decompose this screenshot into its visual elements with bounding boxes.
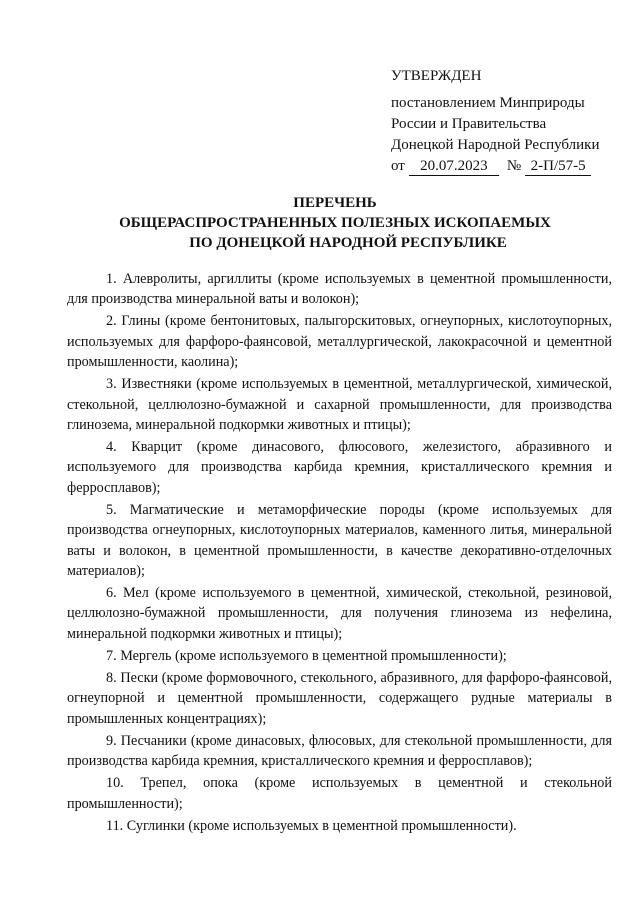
approval-block	[391, 66, 631, 177]
list-item: 4. Кварцит (кроме динасового, флюсового, железистого, абразивного и используемого для производства карбида кремния, кристаллического кремния и ферросплавов);	[67, 439, 612, 496]
approval-heading: УТВЕРЖДЕН	[391, 68, 482, 84]
list-item: 10. Трепел, опока (кроме используемых в цементной и стекольной промышленности);	[67, 775, 612, 812]
list-item: 1. Алевролиты, аргиллиты (кроме используемых в цементной промышленности, для производства минеральной ваты и волокон);	[67, 271, 612, 308]
list-item: 3. Известняки (кроме используемых в цементной, металлургической, химической, стекольной, целлюлозно-бумажной и сахарной промышленности, для производства глинозема, минеральной подкормки животных и птицы);	[67, 376, 612, 434]
number-sign: №	[506, 158, 522, 174]
title-line-1: ПЕРЕЧЕНЬ	[293, 195, 377, 211]
list-item: 2. Глины (кроме бентонитовых, палыгорскитовых, огнеупорных, кислотоупорных, используемых для фарфоро-фаянсовой, металлургической, лакокрасочной и цементной промышленности, каолина);	[67, 313, 612, 371]
approval-date-line	[391, 156, 631, 177]
title-line-2: ОБЩЕРАСПРОСТРАНЕННЫХ ПОЛЕЗНЫХ ИСКОПАЕМЫХ	[119, 215, 551, 231]
approval-line-2: России и Правительства	[391, 116, 547, 132]
list-item: 5. Магматические и метаморфические породы (кроме используемых для производства огнеупорных, кислотоупорных материалов, каменного литья, минеральной ваты и волокон, в цементной промышленности, в качестве декоративно-отделочных материалов);	[67, 501, 612, 580]
list-item: 7. Мергель (кроме используемого в цементной промышленности);	[106, 647, 507, 664]
list-item: 6. Мел (кроме используемого в цементной, химической, стекольной, резиновой, целлюлозно-бумажной промышленности, для получения глинозема из нефелина, минеральной подкормки животных и птицы);	[67, 585, 612, 642]
approval-number: 2-П/57-5	[525, 158, 591, 176]
document-title	[0, 193, 640, 253]
approval-date: 20.07.2023	[409, 158, 499, 176]
list-item: 11. Суглинки (кроме используемых в цементной промышленности).	[106, 817, 517, 834]
date-prefix: от	[391, 158, 405, 174]
approval-line-3: Донецкой Народной Республики	[391, 137, 600, 153]
title-line-3: ПО ДОНЕЦКОЙ НАРОДНОЙ РЕСПУБЛИКЕ	[189, 235, 507, 251]
list-item: 9. Песчаники (кроме динасовых, флюсовых, для стекольной промышленности, для производства карбида кремния, кристаллического кремния и ферросплавов);	[67, 732, 612, 770]
minerals-list	[67, 269, 612, 836]
list-item: 8. Пески (кроме формовочного, стекольного, абразивного, для фарфоро-фаянсовой, огнеупорной и цементной промышленности, содержащего рудные материалы в промышленных концентрациях);	[67, 669, 612, 727]
approval-line-1: постановлением Минприроды	[391, 95, 585, 111]
